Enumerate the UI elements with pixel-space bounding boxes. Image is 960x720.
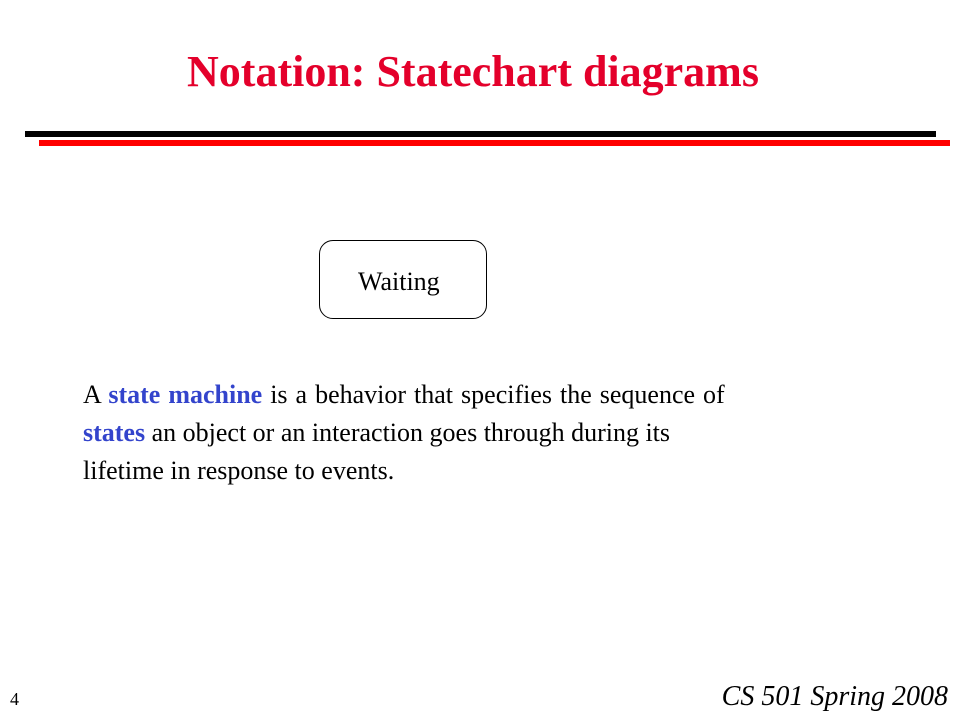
keyword-states: states	[83, 418, 146, 447]
state-label: Waiting	[358, 267, 440, 296]
slide-number: 4	[10, 689, 19, 709]
slide-title: Notation: Statechart diagrams	[187, 47, 759, 96]
definition-line-1	[83, 376, 873, 414]
line1-rest: is a behavior that specifies the sequence of	[262, 380, 725, 409]
title-divider-red	[39, 140, 950, 146]
definition-paragraph	[83, 376, 873, 490]
line1-prefix: A	[83, 380, 109, 409]
definition-line-3: lifetime in response to events.	[83, 456, 395, 485]
keyword-state-machine: state machine	[108, 380, 263, 409]
definition-line-2	[83, 414, 873, 452]
state-node-waiting	[319, 240, 487, 319]
title-divider-black	[25, 131, 936, 137]
footer-course-label: CS 501 Spring 2008	[721, 681, 948, 712]
line2-rest: an object or an interaction goes through during its	[145, 418, 671, 447]
